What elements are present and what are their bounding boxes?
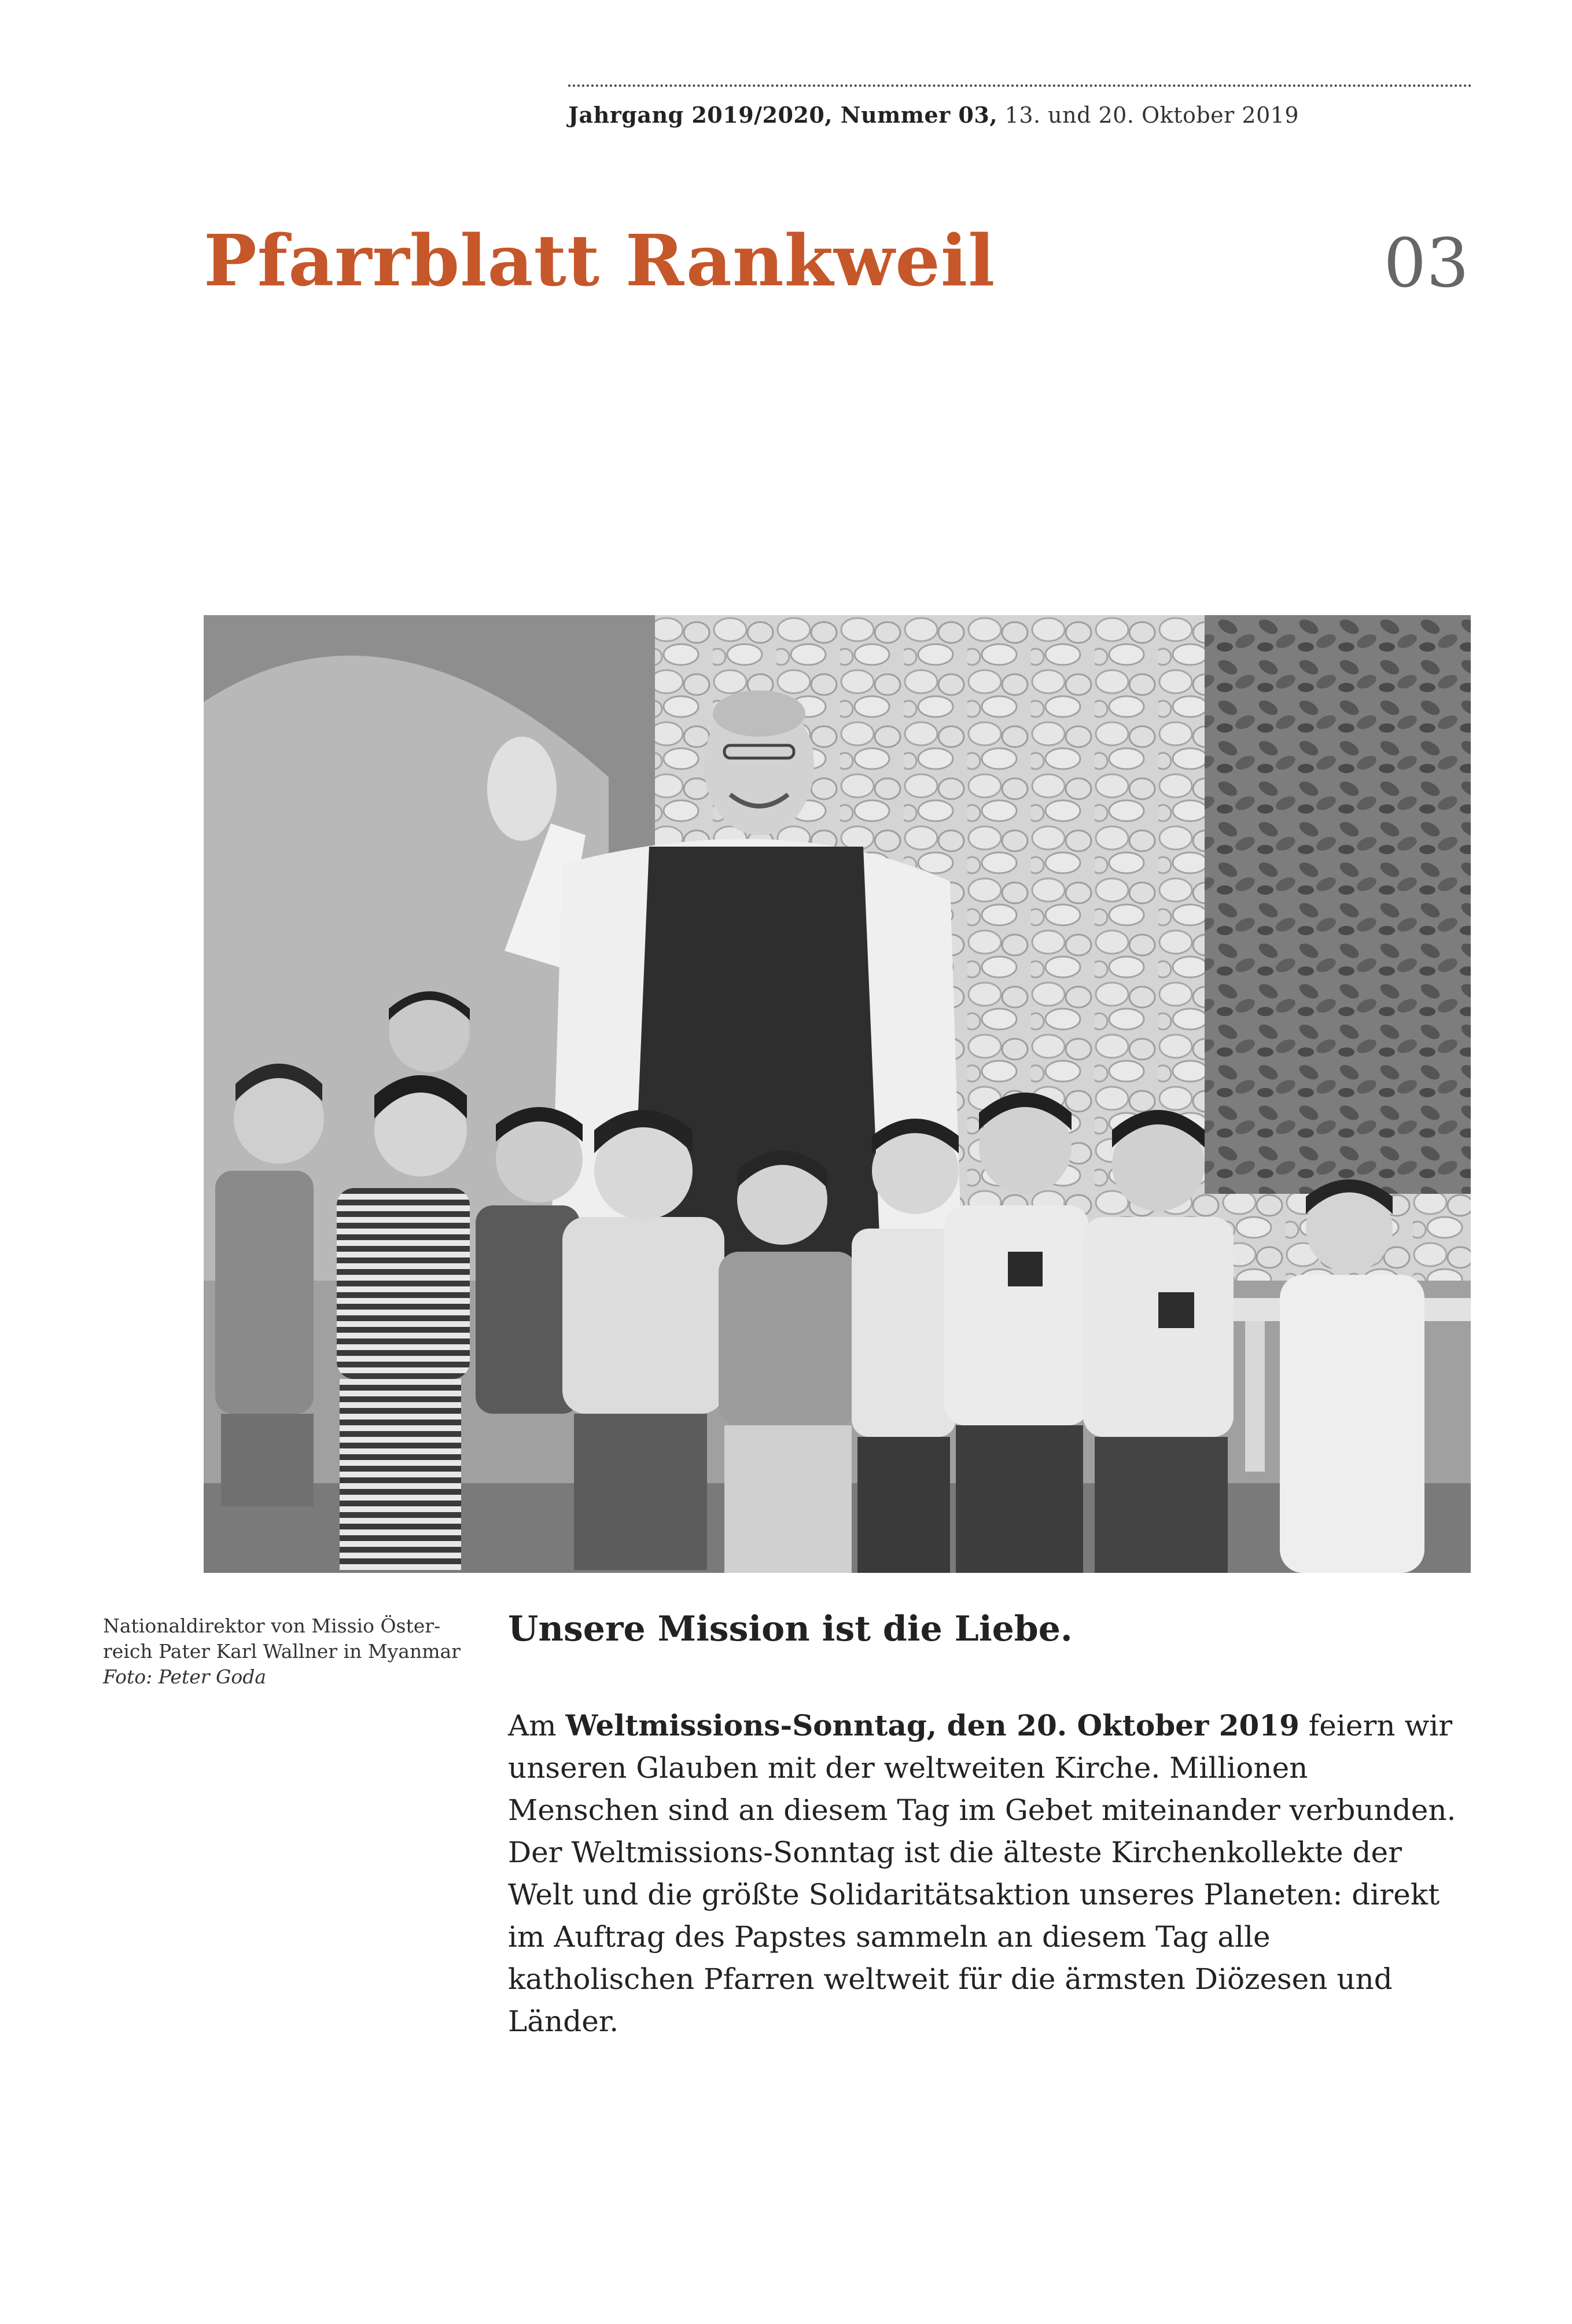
caption-line-1: Nationaldirektor von Missio Öster-	[103, 1615, 441, 1637]
issue-dates: 13. und 20. Oktober 2019	[1004, 102, 1299, 128]
article-body	[508, 1704, 1457, 2043]
cover-photo	[204, 615, 1471, 1573]
p1-lead: Am	[508, 1709, 566, 1742]
article-paragraph-1	[508, 1704, 1457, 1832]
masthead-title: Pfarrblatt Rankweil	[204, 219, 996, 302]
issue-info	[568, 102, 1299, 128]
header-divider	[568, 84, 1472, 87]
p1-rest: feiern wir unseren Glauben mit der weltweiten Kirche. Millionen Menschen sind an diesem Tag im Gebet miteinander verbunden.	[508, 1709, 1456, 1827]
article-headline: Unsere Mission ist die Liebe.	[508, 1609, 1073, 1649]
caption-line-2: reich Pater Karl Wallner in Myanmar	[103, 1640, 461, 1663]
article-paragraph-2: Der Weltmissions-Sonntag ist die älteste Kirchenkollekte der Welt und die größte Solidaritätsaktion unseres Planeten: direkt im Auftrag des Papstes sammeln an diesem Tag alle katholischen Pfarren weltweit für die ärmsten Diözesen und Länder.	[508, 1836, 1440, 2038]
photo-caption	[103, 1613, 462, 1690]
issue-volume: Jahrgang 2019/2020, Nummer 03,	[568, 102, 998, 128]
photo-credit: Foto: Peter Goda	[103, 1665, 267, 1688]
p1-emphasis: Weltmissions-Sonntag, den 20. Oktober 2019	[565, 1708, 1299, 1742]
issue-number: 03	[1383, 225, 1469, 303]
